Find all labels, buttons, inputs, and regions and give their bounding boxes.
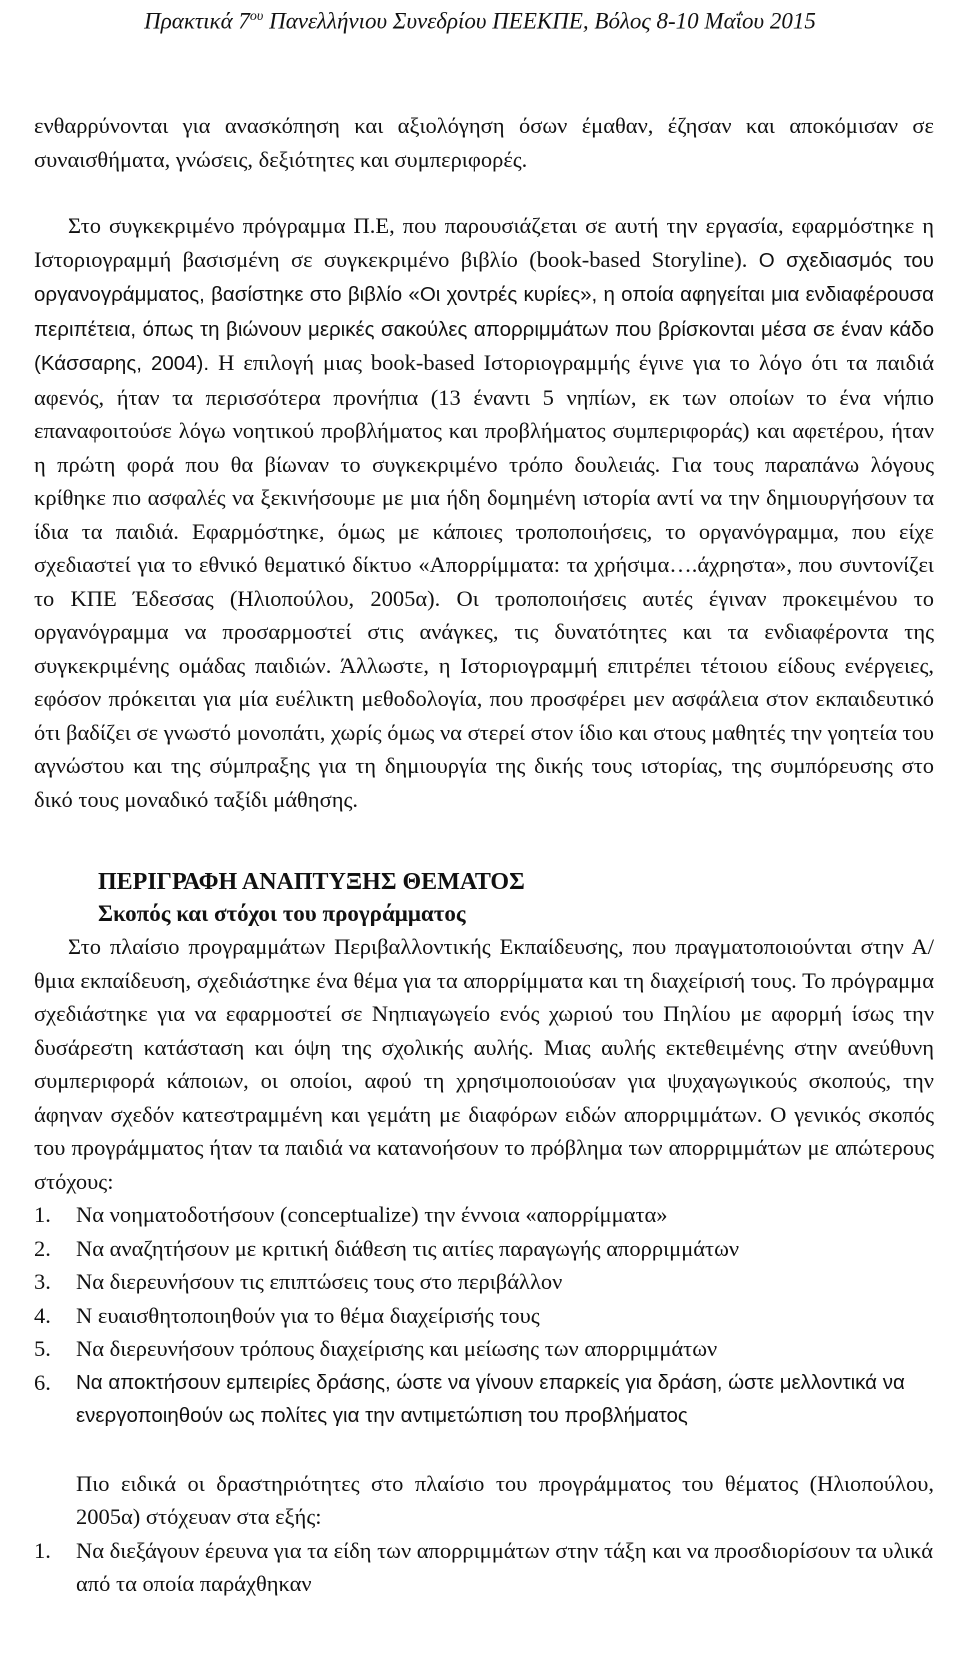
paragraph-3: Στο πλαίσιο προγραμμάτων Περιβαλλοντικής Εκπαίδευσης, που πραγματοποιούνται στην Α/θμια εκπαίδευση, σχεδιάστηκε ένα θέμα για τα απορρίμματα και τη διαχείρισή τους. Το πρόγραμμα σχεδιάστηκε για να εφαρμοστεί σε Νηπιαγωγείο ενός χωριού του Πηλίου με αφορμή ίσως την δυσάρεστη κατάσταση και όψη της σχολικής αυλής. Μιας αυλής εκτεθειμένης στην ανεύθυνη συμπεριφορά κάποιων, οι οποίοι, αφού τη χρησιμοποιούσαν για ψυχαγωγικούς σκοπούς, την άφηναν σχεδόν κατεστραμμένη και γεμάτη με διαφόρων ειδών απορριμμάτων. Ο γενικός σκοπός του προγράμματος ήταν τα παιδιά να κατανοήσουν το πρόβλημα των απορριμμάτων με απώτερους στόχους: bbox=[34, 934, 934, 1194]
list-number: 6. bbox=[34, 1369, 51, 1395]
list-item bbox=[34, 1232, 934, 1266]
header-prefix: Πρακτικά 7 bbox=[144, 8, 250, 34]
list-text: Να διερευνήσουν τις επιπτώσεις τους στο περιβάλλον bbox=[76, 1269, 563, 1294]
document-body bbox=[34, 109, 934, 1601]
paragraph-2-design: Ο σχεδιασμός του οργανογράμματος, βασίστηκε στο βιβλίο «Οι χοντρές κυρίες», η οποία αφηγείται μια ενδιαφέρουσα περιπέτεια, όπως τη βιώνουν μερικές σακούλες απορριμμάτων που βρίσκονται μέσα σε έναν κάδο (Κάσσαρης, 2004). bbox=[34, 248, 934, 375]
list-item bbox=[34, 1265, 934, 1299]
list-number: 1. bbox=[34, 1202, 51, 1227]
list-item bbox=[34, 1366, 934, 1433]
list-text: Ν ευαισθητοποιηθούν για το θέμα διαχείρισής τους bbox=[76, 1302, 540, 1328]
list-item bbox=[34, 1198, 934, 1232]
paragraph-2-intro: Στο συγκεκριμένο πρόγραμμα Π.Ε, που παρουσιάζεται σε αυτή την εργασία, εφαρμόστηκε η Ιστοριογραμμή βασισμένη σε συγκεκριμένο βιβλίο (book-based Storyline). bbox=[34, 213, 934, 272]
list-number: 2. bbox=[34, 1235, 51, 1261]
goals-list bbox=[34, 1198, 934, 1433]
paragraph-4: Πιο ειδικά οι δραστηριότητες στο πλαίσιο του προγράμματος του θέματος (Ηλιοπούλου, 2005α) στόχευαν στα εξής: bbox=[76, 1470, 934, 1529]
header-suffix: Πανελλήνιου Συνεδρίου ΠΕΕΚΠΕ, Βόλος 8-10 Μαΐου 2015 bbox=[263, 8, 816, 34]
list-number: 5. bbox=[34, 1336, 51, 1361]
header-superscript: ου bbox=[249, 9, 264, 24]
list-item bbox=[34, 1299, 934, 1333]
list-text: Να αναζητήσουν με κριτική διάθεση τις αιτίες παραγωγής απορριμμάτων bbox=[76, 1235, 740, 1261]
list-number: 4. bbox=[34, 1302, 51, 1328]
list-text: Να νοηματοδοτήσουν (conceptualize) την έννοια «απορρίμματα» bbox=[76, 1202, 668, 1227]
list-number: 3. bbox=[34, 1269, 51, 1294]
list-text: Να διερευνήσουν τρόπους διαχείρισης και μείωσης των απορριμμάτων bbox=[76, 1336, 718, 1361]
section-title: ΠΕΡΙΓΡΑΦΗ ΑΝΑΠΤΥΞΗΣ ΘΕΜΑΤΟΣ bbox=[98, 869, 525, 895]
list-item bbox=[34, 1534, 934, 1601]
page-header bbox=[0, 2, 960, 37]
specific-goals-list bbox=[34, 1534, 934, 1601]
list-text: Να διεξάγουν έρευνα για τα είδη των απορριμμάτων στην τάξη και να προσδιορίσουν τα υλικά από τα οποία παράχθηκαν bbox=[76, 1537, 934, 1596]
paragraph-2-rest: Η επιλογή μιας book-based Ιστοριογραμμής έγινε για το λόγο ότι τα παιδιά αφενός, ήταν τα περισσότερα προνήπια (13 έναντι 5 νηπίων, εκ των οποίων το ένα νήπιο επαναφοιτούσε λόγω νοητικού προβλήματος και προβλήματος συμπεριφοράς) και αφετέρου, ήταν η πρώτη φορά που θα βίωναν το συγκεκριμένο τρόπο δουλειάς. Για τους παραπάνω λόγους κρίθηκε πιο ασφαλές να ξεκινήσουμε με μια ήδη δομημένη ιστορία αντί να την δημιουργήσουν τα ίδια τα παιδιά. Εφαρμόστηκε, όμως με κάποιες τροποποιήσεις, το οργανόγραμμα, που είχε σχεδιαστεί για το εθνικό θεματικό δίκτυο «Απορρίμματα: τα χρήσιμα….άχρηστα», που συντονίζει το ΚΠΕ Έδεσσας (Ηλιοπούλου, 2005α). Οι τροποποιήσεις αυτές έγιναν προκειμένου το οργανόγραμμα να προσαρμοστεί στις ανάγκες, τις δυνατότητες και τα ενδιαφέροντα της συγκεκριμένης ομάδας παιδιών. Άλλωστε, η Ιστοριογραμμή επιτρέπει τέτοιου είδους ενέργειες, εφόσον πρόκειται για μία ευέλικτη μεθοδολογία, που προσφέρει μεν ασφάλεια στον εκπαιδευτικό ότι βαδίζει σε γνωστό μονοπάτι, χωρίς όμως να στερεί στον ίδιο και στους μαθητές την γοητεία του αγνώστου και της σύμπραξης για τη δημιουργία της δικής τους ιστορίας, της συμπόρευσης στο δικό τους μοναδικό ταξίδι μάθησης. bbox=[34, 350, 935, 812]
section-subtitle: Σκοπός και στόχοι του προγράμματος bbox=[98, 901, 466, 926]
list-item bbox=[34, 1332, 934, 1366]
paragraph-1: ενθαρρύνονται για ανασκόπηση και αξιολόγηση όσων έμαθαν, έζησαν και αποκόμισαν σε συναισθήματα, γνώσεις, δεξιότητες και συμπεριφορές. bbox=[34, 113, 934, 172]
paragraph-2 bbox=[34, 209, 934, 816]
list-number: 1. bbox=[34, 1537, 51, 1563]
list-text: Να αποκτήσουν εμπειρίες δράσης, ώστε να γίνουν επαρκείς για δράση, ώστε μελλοντικά να ενεργοποιηθούν ως πολίτες για την αντιμετώπιση του προβλήματος bbox=[76, 1370, 905, 1427]
